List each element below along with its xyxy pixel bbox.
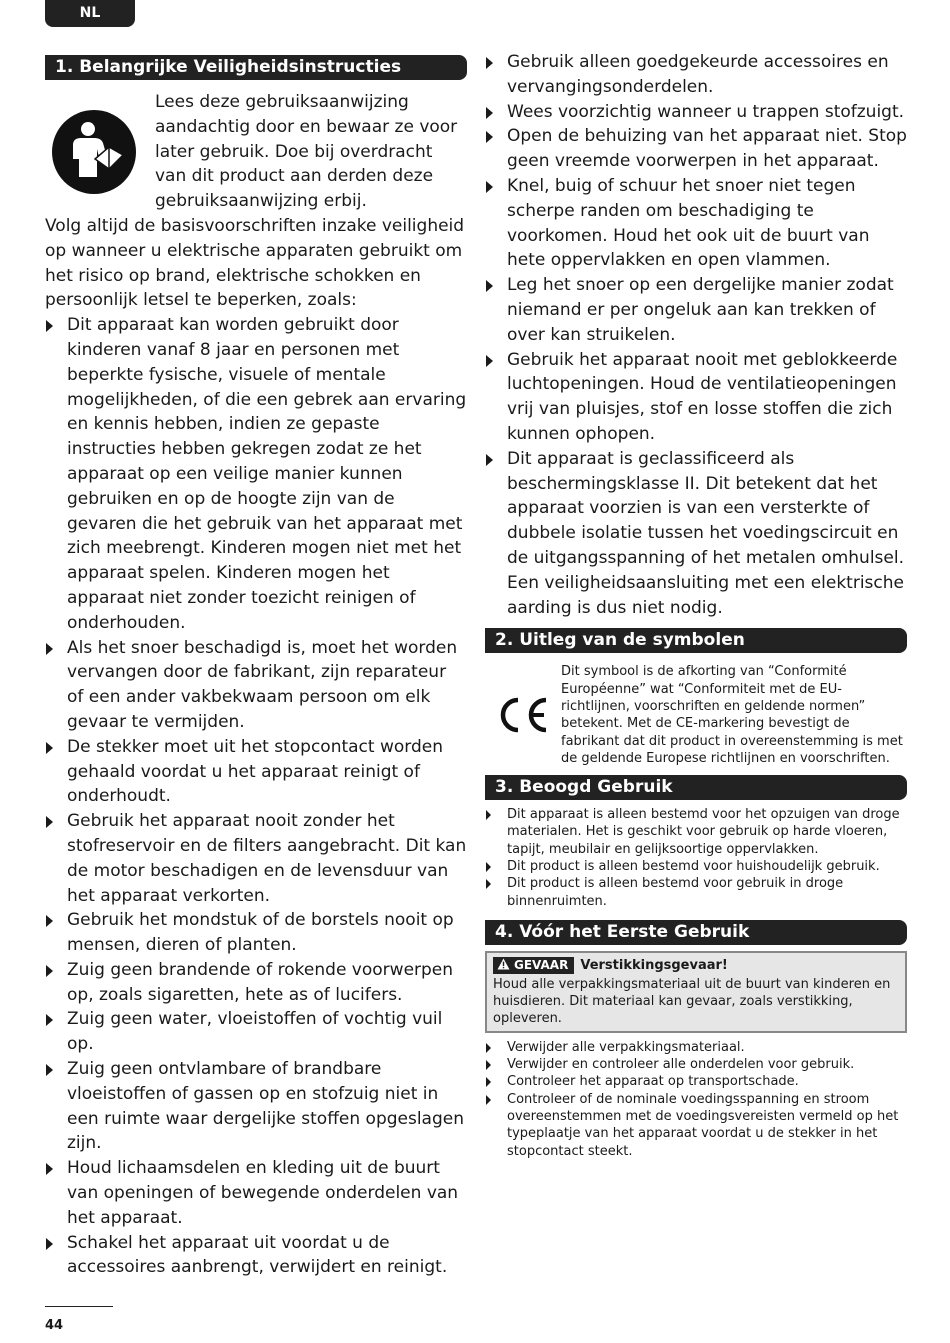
right-column: [485, 50, 907, 1160]
list-item: Gebruik het apparaat nooit met geblokkeerde luchtopeningen. Houd de ventilatieopeningen vrij van pluisjes, stof en losse stoffen die zich kunnen ophopen.: [485, 348, 907, 447]
list-item: Zuig geen water, vloeistoffen of vochtig vuil op.: [45, 1007, 467, 1057]
warning-box: [485, 951, 907, 1033]
list-item: Dit apparaat is geclassificeerd als beschermingsklasse II. Dit betekent dat het apparaat voorzien is van een versterkte of dubbele isolatie tussen het voedingscircuit en de uitgangsspanning of het metalen omhulsel. Een veiligheidsaansluiting met een elektrische aarding is dus niet nodig.: [485, 447, 907, 621]
intended-use-list: [485, 806, 907, 910]
safety-lead-text: Volg altijd de basisvoorschriften inzake veiligheid op wanneer u elektrische apparaten gebruikt om het risico op brand, elektrische schokken en persoonlijk letsel te beperken, zoals:: [45, 215, 465, 311]
list-item: Gebruik het apparaat nooit zonder het stofreservoir en de filters aangebracht. Dit kan de motor beschadigen en de levensduur van het apparaat verkorten.: [45, 809, 467, 908]
safety-list: [45, 313, 467, 1280]
intro-text: Lees deze gebruiksaanwijzing aandachtig door en bewaar ze voor later gebruik. Doe bij overdracht van dit product aan derden deze gebruiksaanwijzing erbij.: [155, 92, 458, 212]
ce-mark-icon: [485, 663, 561, 767]
warning-badge: [493, 957, 574, 974]
first-use-list: [485, 1039, 907, 1160]
section-4-heading: 4. Vóór het Eerste Gebruik: [485, 920, 907, 945]
section-2-heading: 2. Uitleg van de symbolen: [485, 628, 907, 653]
list-item: Zuig geen brandende of rokende voorwerpen op, zoals sigaretten, hete as of lucifers.: [45, 958, 467, 1008]
list-item: Dit product is alleen bestemd voor huishoudelijk gebruik.: [485, 858, 907, 875]
warning-title: Verstikkingsgevaar!: [580, 957, 728, 973]
footer-rule: [45, 1306, 113, 1307]
list-item: Verwijder alle verpakkingsmateriaal.: [485, 1039, 907, 1056]
list-item: Als het snoer beschadigd is, moet het worden vervangen door de fabrikant, zijn reparateur of een ander vakbekwaam persoon om elk gevaar te vermijden.: [45, 636, 467, 735]
list-item: Houd lichaamsdelen en kleding uit de buurt van openingen of bewegende onderdelen van het apparaat.: [45, 1156, 467, 1230]
section-1-heading: 1. Belangrijke Veiligheidsinstructies: [45, 55, 467, 80]
section-3-heading: 3. Beoogd Gebruik: [485, 775, 907, 800]
list-item: Controleer het apparaat op transportschade.: [485, 1073, 907, 1090]
list-item: Dit apparaat is alleen bestemd voor het opzuigen van droge materialen. Het is geschikt voor gebruik op harde vloeren, tapijt, meubilair en gelijksoortige oppervlakken.: [485, 806, 907, 858]
list-item: Knel, buig of schuur het snoer niet tegen scherpe randen om beschadiging te voorkomen. Houd het ook uit de buurt van hete oppervlakken en open vlammen.: [485, 174, 907, 273]
list-item: Gebruik het mondstuk of de borstels nooit op mensen, dieren of planten.: [45, 908, 467, 958]
language-tab: NL: [45, 0, 135, 27]
list-item: Gebruik alleen goedgekeurde accessoires en vervangingsonderdelen.: [485, 50, 907, 100]
warning-header: [493, 957, 899, 974]
ce-description: Dit symbool is de afkorting van “Conformité Européenne” wat “Conformiteit met de EU-richtlijnen, voorschriften en geldende normen” betekent. Met de CE-markering bevestigt de fabrikant dat dit product in overeenstemming is met de geldende Europese richtlijnen en voorschriften.: [561, 664, 903, 766]
list-item: Wees voorzichtig wanneer u trappen stofzuigt.: [485, 100, 907, 125]
warning-text: Houd alle verpakkingsmateriaal uit de buurt van kinderen en huisdieren. Dit materiaal kan gevaar, zoals verstikking, opleveren.: [493, 976, 891, 1027]
warning-triangle-icon: [497, 958, 510, 973]
ce-symbol-row: [485, 663, 907, 767]
read-manual-icon: [45, 90, 155, 214]
list-item: Dit apparaat kan worden gebruikt door kinderen vanaf 8 jaar en personen met beperkte fysische, visuele of mentale mogelijkheden, of die een gebrek aan ervaring en kennis hebben, indien ze gepaste instructies hebben gekregen zodat ze het apparaat op een veilige manier kunnen gebruiken en op de hoogte zijn van de gevaren die het gebruik van het apparaat met zich meebrengt. Kinderen mogen niet met het apparaat spelen. Kinderen mogen het apparaat niet zonder toezicht reinigen of onderhouden.: [45, 313, 467, 635]
safety-list-continued: [485, 50, 907, 620]
warning-badge-label: GEVAAR: [514, 958, 569, 973]
list-item: Schakel het apparaat uit voordat u de accessoires aanbrengt, verwijdert en reinigt.: [45, 1231, 467, 1281]
page-number: 44: [45, 1318, 64, 1333]
list-item: Verwijder en controleer alle onderdelen voor gebruik.: [485, 1056, 907, 1073]
list-item: Leg het snoer op een dergelijke manier zodat niemand er per ongeluk aan kan trekken of over kan struikelen.: [485, 273, 907, 347]
list-item: Controleer of de nominale voedingsspanning en stroom overeenstemmen met de voedingsvereisten vermeld op het typeplaatje van het apparaat voordat u de stekker in het stopcontact steekt.: [485, 1091, 907, 1160]
list-item: Open de behuizing van het apparaat niet. Stop geen vreemde voorwerpen in het apparaat.: [485, 124, 907, 174]
left-column: [45, 55, 467, 1280]
list-item: Zuig geen ontvlambare of brandbare vloeistoffen of gassen op en stofzuig niet in een ruimte waar dergelijke stoffen opgeslagen zijn.: [45, 1057, 467, 1156]
list-item: Dit product is alleen bestemd voor gebruik in droge binnenruimten.: [485, 875, 907, 910]
list-item: De stekker moet uit het stopcontact worden gehaald voordat u het apparaat reinigt of onderhoudt.: [45, 735, 467, 809]
intro-block: [45, 90, 467, 214]
